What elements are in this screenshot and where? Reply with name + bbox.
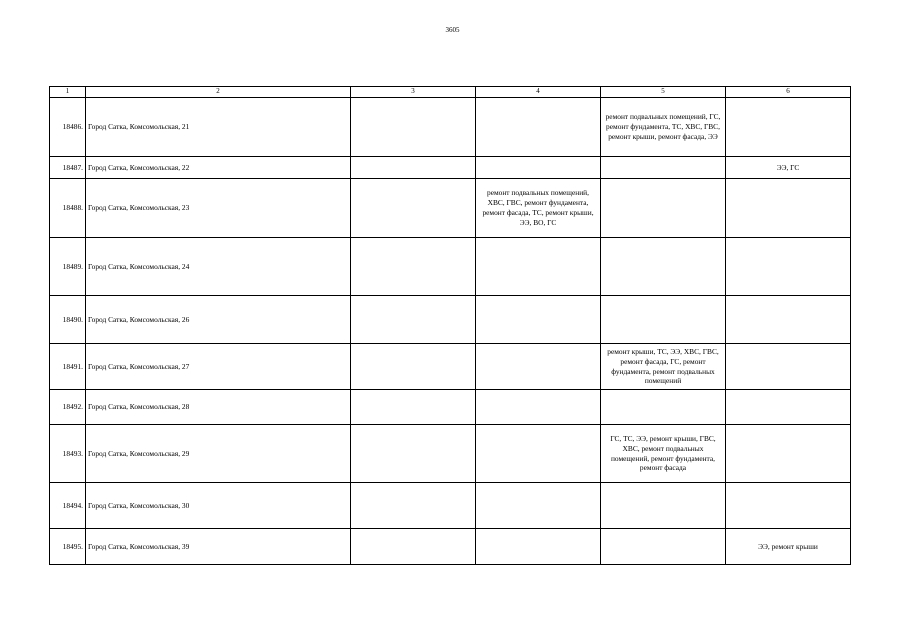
register-table (49, 86, 851, 565)
table-row (50, 238, 851, 296)
row-col6 (726, 425, 851, 483)
row-number: 18491. (50, 344, 86, 390)
row-col5: ГС, ТС, ЭЭ, ремонт крыши, ГВС, ХВС, ремонт подвальных помещений, ремонт фундамента, ремонт фасада (601, 425, 726, 483)
table-row (50, 390, 851, 425)
row-col3 (351, 425, 476, 483)
row-col4 (476, 238, 601, 296)
row-number: 18488. (50, 179, 86, 238)
column-header-5: 5 (601, 87, 726, 98)
column-header-4: 4 (476, 87, 601, 98)
table-row (50, 344, 851, 390)
row-number: 18493. (50, 425, 86, 483)
column-header-2: 2 (86, 87, 351, 98)
row-col5 (601, 529, 726, 565)
row-col6 (726, 238, 851, 296)
row-number: 18487. (50, 157, 86, 179)
row-col6 (726, 179, 851, 238)
row-col4 (476, 344, 601, 390)
row-col5: ремонт подвальных помещений, ГС, ремонт фундамента, ТС, ХВС, ГВС, ремонт крыши, ремонт фасада, ЭЭ (601, 98, 726, 157)
column-header-3: 3 (351, 87, 476, 98)
row-col4 (476, 390, 601, 425)
table-row (50, 425, 851, 483)
row-number: 18489. (50, 238, 86, 296)
row-address: Город Сатка, Комсомольская, 21 (86, 98, 351, 157)
row-col5 (601, 390, 726, 425)
column-header-1: 1 (50, 87, 86, 98)
row-col3 (351, 157, 476, 179)
row-col6 (726, 344, 851, 390)
row-col5 (601, 157, 726, 179)
row-address: Город Сатка, Комсомольская, 22 (86, 157, 351, 179)
row-col4 (476, 483, 601, 529)
row-col6 (726, 296, 851, 344)
page-number: 3605 (445, 26, 460, 34)
row-number: 18495. (50, 529, 86, 565)
row-col3 (351, 483, 476, 529)
row-col4 (476, 98, 601, 157)
row-address: Город Сатка, Комсомольская, 28 (86, 390, 351, 425)
column-header-6: 6 (726, 87, 851, 98)
row-number: 18492. (50, 390, 86, 425)
row-col5: ремонт крыши, ТС, ЭЭ, ХВС, ГВС, ремонт фасада, ГС, ремонт фундамента, ремонт подвальных помещений (601, 344, 726, 390)
row-address: Город Сатка, Комсомольская, 30 (86, 483, 351, 529)
row-number: 18490. (50, 296, 86, 344)
row-col6 (726, 390, 851, 425)
row-col4: ремонт подвальных помещений, ХВС, ГВС, ремонт фундамента, ремонт фасада, ТС, ремонт крыши, ЭЭ, ВО, ГС (476, 179, 601, 238)
row-col5 (601, 238, 726, 296)
row-col3 (351, 390, 476, 425)
row-number: 18486. (50, 98, 86, 157)
row-col5 (601, 483, 726, 529)
row-col6 (726, 483, 851, 529)
row-address: Город Сатка, Комсомольская, 27 (86, 344, 351, 390)
row-col3 (351, 529, 476, 565)
row-col6: ЭЭ, ГС (726, 157, 851, 179)
table-row (50, 98, 851, 157)
row-address: Город Сатка, Комсомольская, 39 (86, 529, 351, 565)
row-col3 (351, 179, 476, 238)
row-address: Город Сатка, Комсомольская, 26 (86, 296, 351, 344)
row-address: Город Сатка, Комсомольская, 29 (86, 425, 351, 483)
table-row (50, 296, 851, 344)
row-col5 (601, 296, 726, 344)
table-row (50, 529, 851, 565)
header-row (50, 87, 851, 98)
row-address: Город Сатка, Комсомольская, 24 (86, 238, 351, 296)
row-number: 18494. (50, 483, 86, 529)
row-col4 (476, 296, 601, 344)
table-row (50, 483, 851, 529)
row-address: Город Сатка, Комсомольская, 23 (86, 179, 351, 238)
row-col3 (351, 238, 476, 296)
row-col6 (726, 98, 851, 157)
row-col3 (351, 296, 476, 344)
row-col6: ЭЭ, ремонт крыши (726, 529, 851, 565)
row-col4 (476, 157, 601, 179)
table-row (50, 179, 851, 238)
row-col4 (476, 425, 601, 483)
row-col4 (476, 529, 601, 565)
row-col3 (351, 344, 476, 390)
row-col5 (601, 179, 726, 238)
row-col3 (351, 98, 476, 157)
table-row (50, 157, 851, 179)
